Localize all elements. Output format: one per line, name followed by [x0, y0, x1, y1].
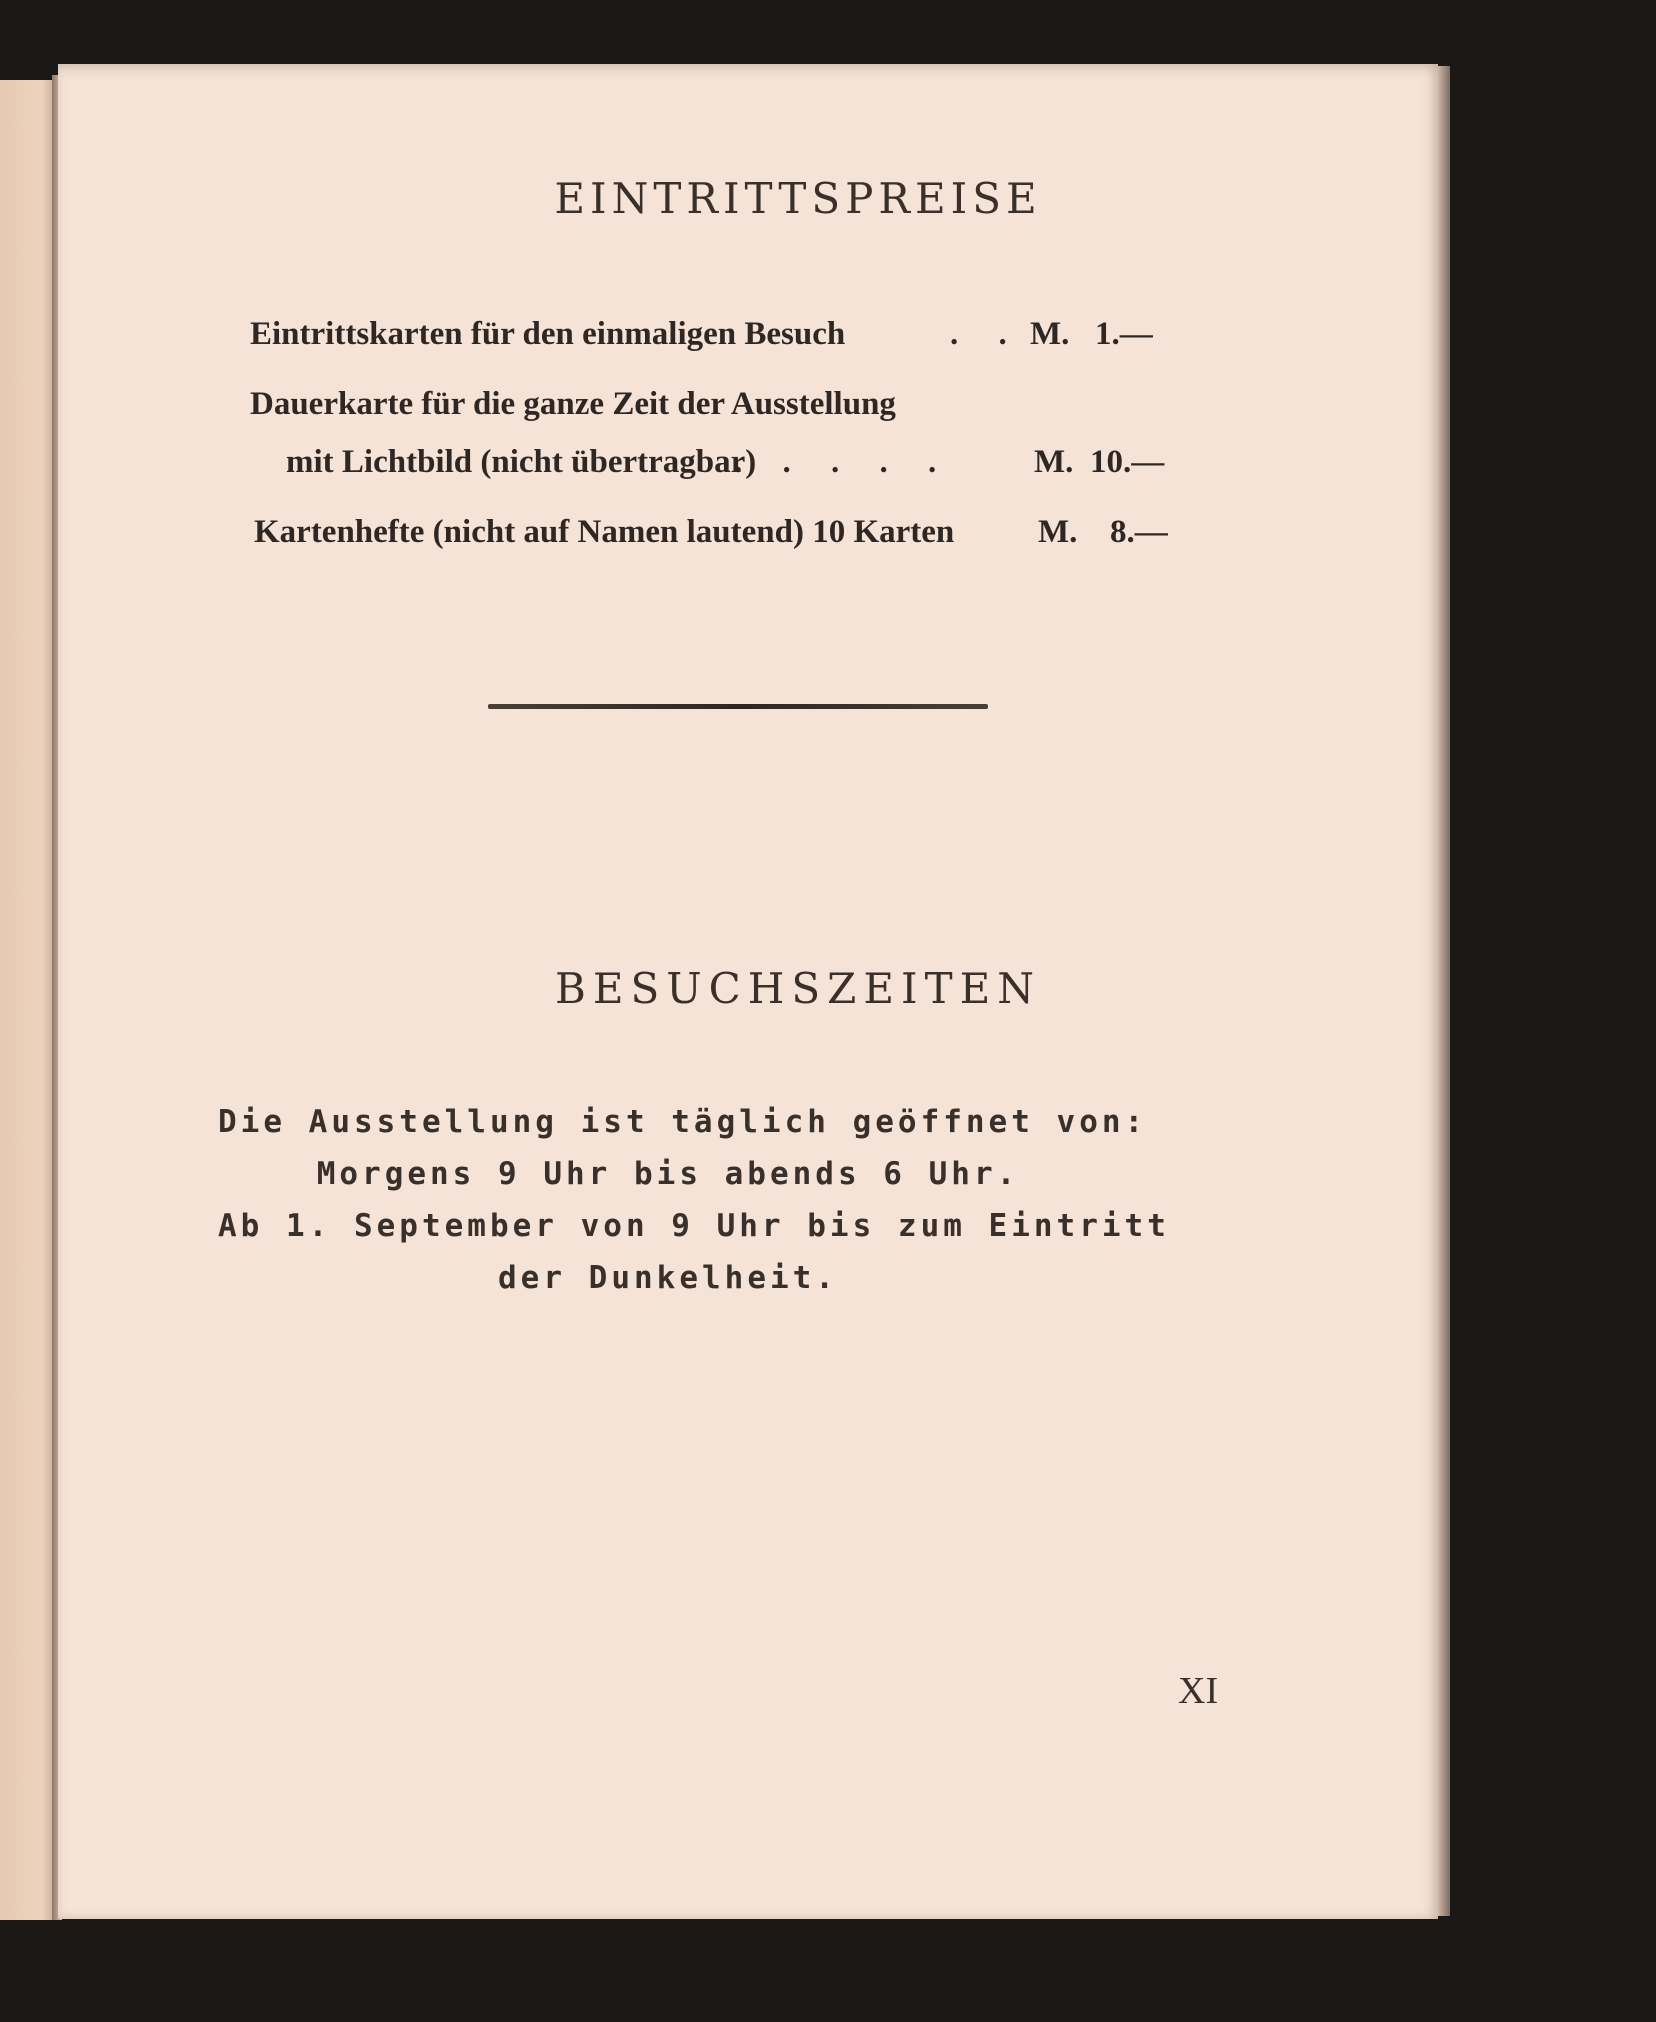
price-description: Eintrittskarten für den einmaligen Besuch [250, 316, 846, 352]
facing-page-edge [0, 80, 60, 1920]
hours-line: der Dunkelheit. [498, 1260, 838, 1296]
price-description: Dauerkarte für die ganze Zeit der Ausstellung [250, 386, 896, 422]
price-row-season-ticket [250, 386, 1010, 426]
price-unit: M. [1030, 316, 1070, 352]
page-edge-shadow [1438, 66, 1450, 1916]
price-description: Kartenhefte (nicht auf Namen lautend) 10 Karten [254, 514, 955, 550]
visiting-hours-heading: BESUCHSZEITEN [554, 964, 1042, 1013]
price-row-season-ticket-cont [286, 444, 1165, 484]
price-value: 1.— [1095, 316, 1153, 352]
price-row-ticket-booklet [254, 514, 1168, 554]
admission-heading: EINTRITTSPREISE [554, 174, 1042, 223]
price-value: 8.— [1110, 514, 1168, 550]
hours-line: Die Ausstellung ist täglich geöffnet von: [218, 1104, 1148, 1140]
leader-dots: . . . . . [734, 444, 953, 480]
price-value: 10.— [1090, 444, 1165, 480]
page-number: XI [1178, 1670, 1219, 1712]
price-unit: M. [1038, 514, 1078, 550]
book-page [58, 64, 1438, 1919]
section-divider [488, 704, 988, 709]
price-description: mit Lichtbild (nicht übertragbar) [286, 444, 757, 480]
price-row-single-visit [250, 316, 1153, 356]
hours-line: Ab 1. September von 9 Uhr bis zum Eintritt [218, 1208, 1170, 1244]
leader-dots: . . [950, 316, 1023, 352]
price-unit: M. [1034, 444, 1074, 480]
hours-line: Morgens 9 Uhr bis abends 6 Uhr. [316, 1156, 1020, 1192]
